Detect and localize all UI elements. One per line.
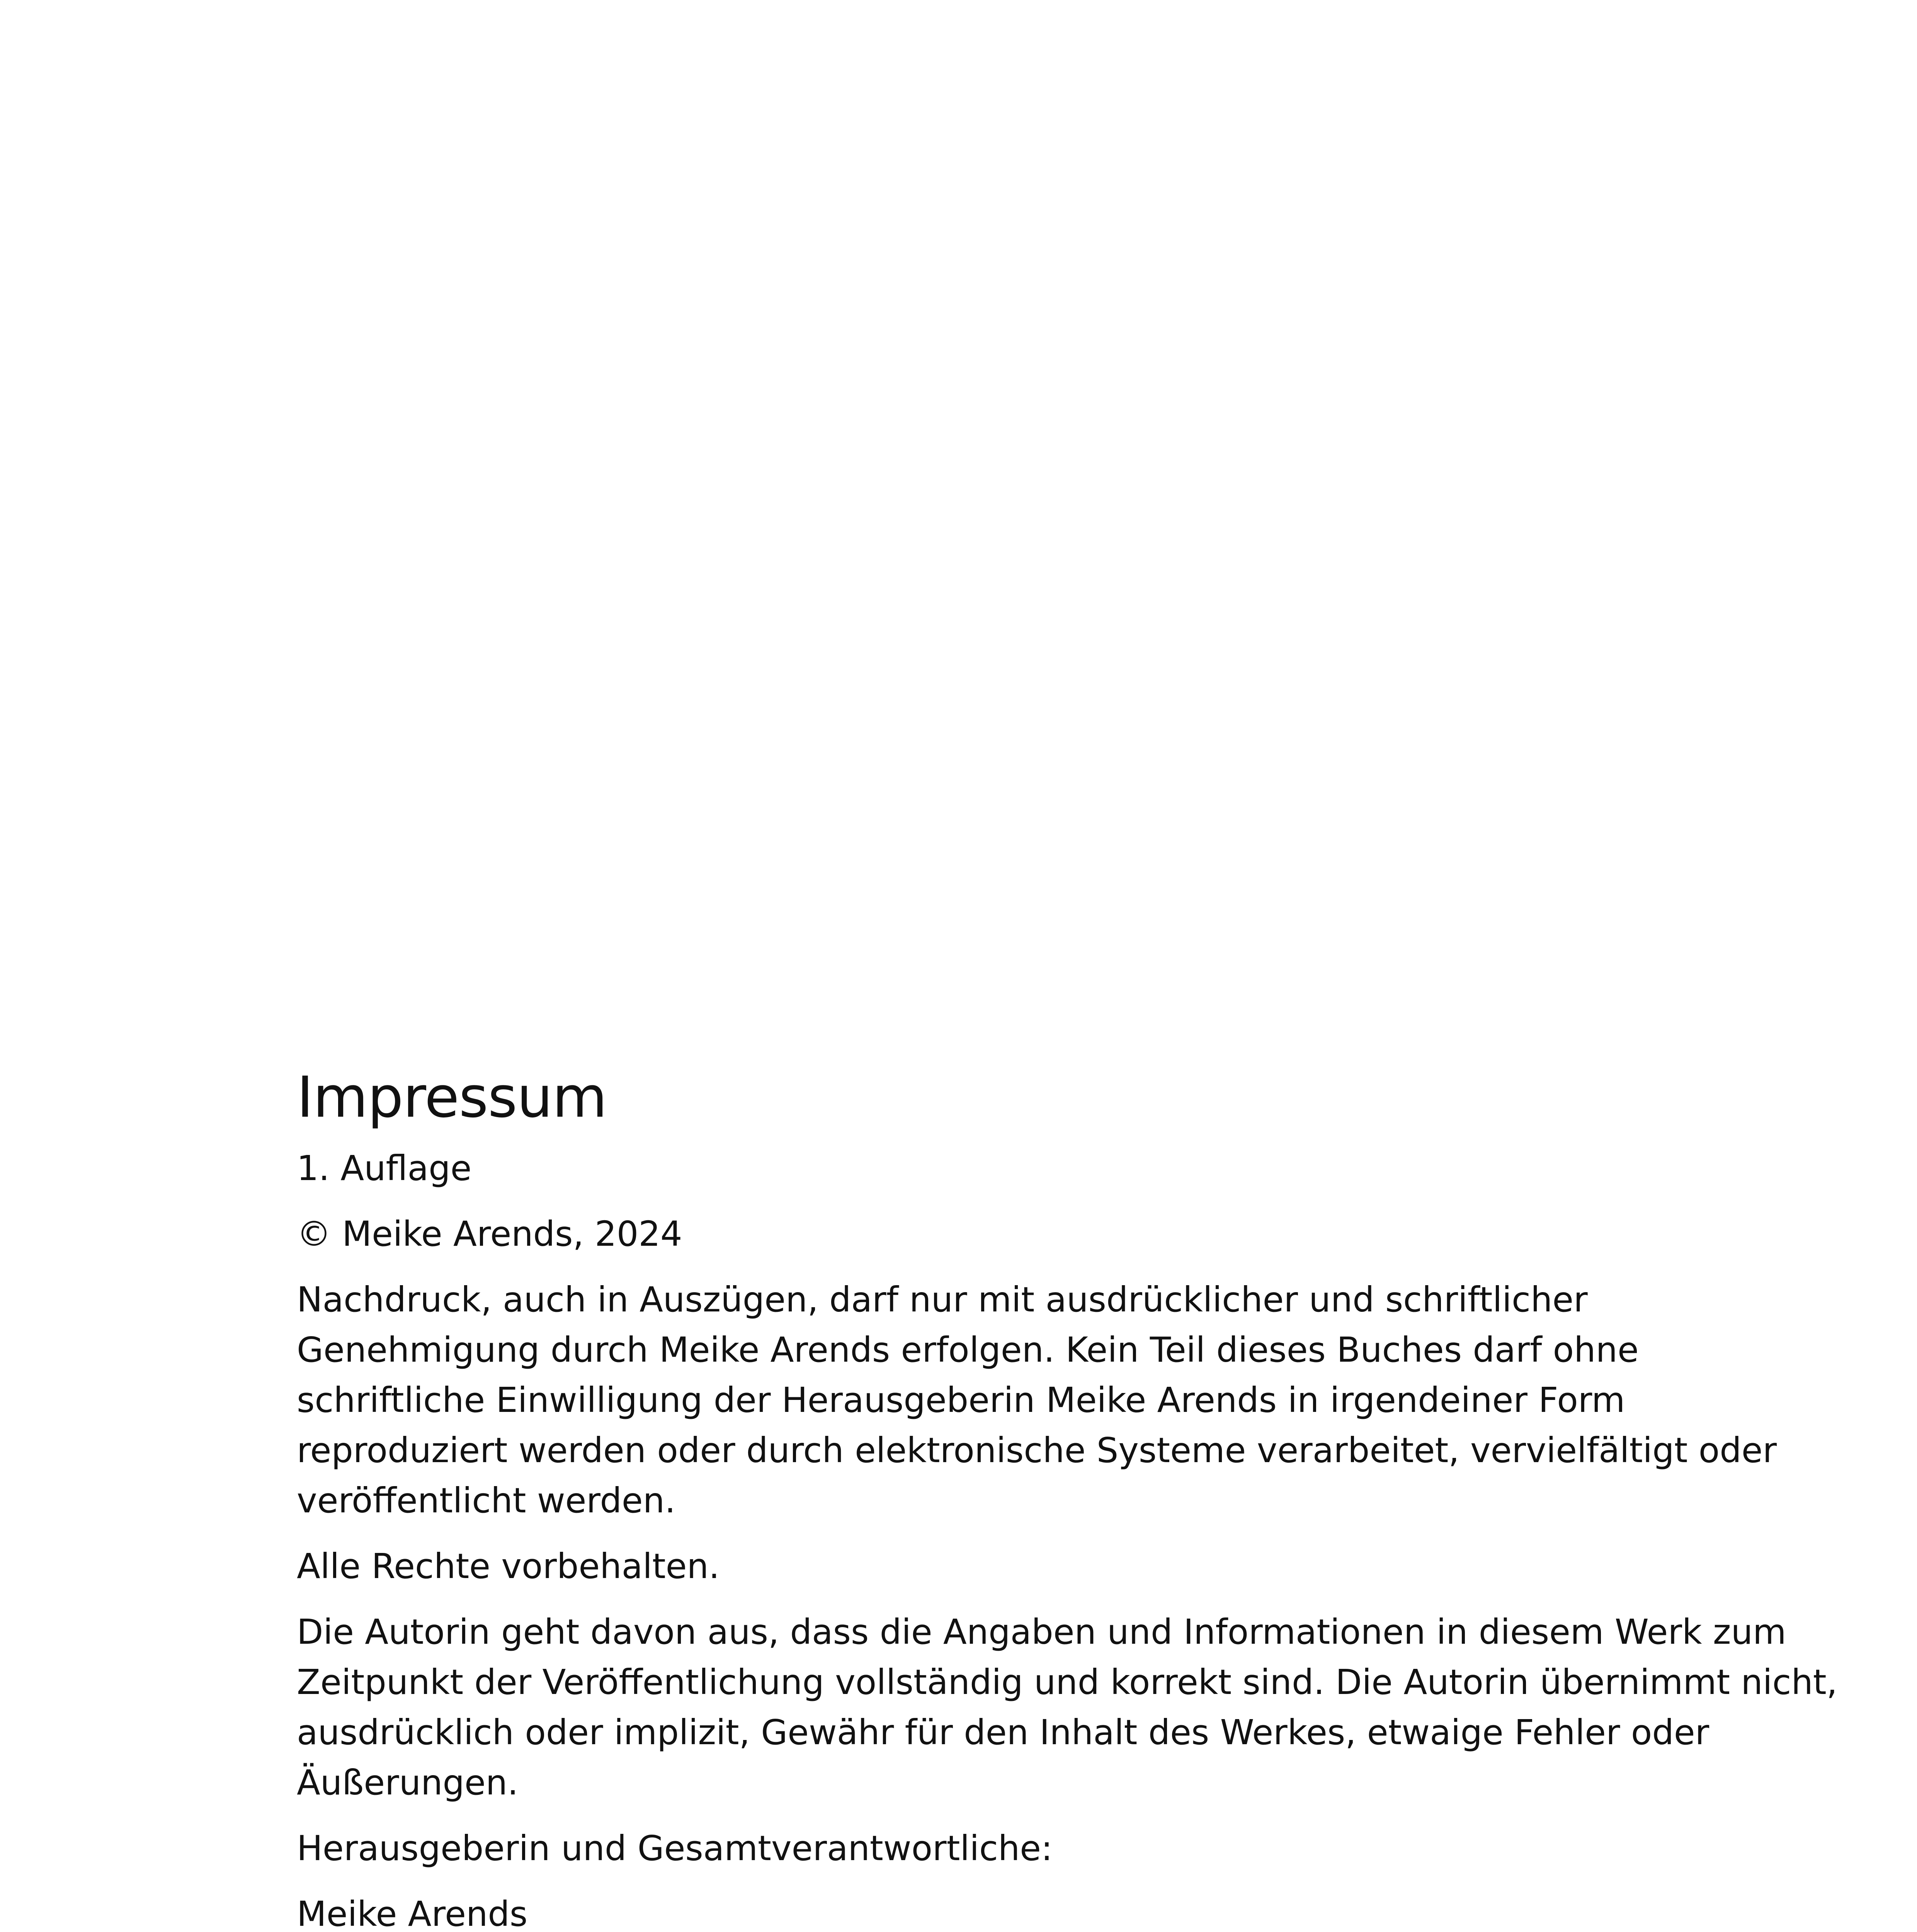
reprint-notice bbox=[297, 1274, 1777, 1526]
rights-line: Alle Rechte vorbehalten. bbox=[297, 1546, 720, 1586]
reprint-notice-line: veröffentlicht werden. bbox=[297, 1480, 676, 1520]
disclaimer-line: ausdrücklich oder implizit, Gewähr für den Inhalt des Werkes, etwaige Fehler oder bbox=[297, 1712, 1709, 1752]
reprint-notice-line: schriftliche Einwilligung der Herausgeberin Meike Arends in irgendeiner Form bbox=[297, 1380, 1625, 1420]
reprint-notice-line: Genehmigung durch Meike Arends erfolgen. Kein Teil dieses Buches darf ohne bbox=[297, 1330, 1639, 1370]
copyright-line: © Meike Arends, 2024 bbox=[297, 1214, 682, 1254]
disclaimer bbox=[297, 1607, 1838, 1808]
publisher-name: Meike Arends bbox=[297, 1894, 528, 1932]
publisher-label: Herausgeberin und Gesamtverantwortliche: bbox=[297, 1828, 1053, 1868]
disclaimer-line: Äußerungen. bbox=[297, 1762, 519, 1803]
edition-line: 1. Auflage bbox=[297, 1148, 472, 1188]
impressum-block bbox=[297, 1065, 1838, 1932]
reprint-notice-line: reproduziert werden oder durch elektronische Systeme verarbeitet, vervielfältigt oder bbox=[297, 1430, 1777, 1470]
disclaimer-line: Die Autorin geht davon aus, dass die Angaben und Informationen in diesem Werk zum bbox=[297, 1612, 1786, 1652]
disclaimer-line: Zeitpunkt der Veröffentlichung vollständig und korrekt sind. Die Autorin übernimmt nicht, bbox=[297, 1662, 1838, 1702]
reprint-notice-line: Nachdruck, auch in Auszügen, darf nur mit ausdrücklicher und schriftlicher bbox=[297, 1279, 1588, 1320]
page-title: Impressum bbox=[297, 1065, 607, 1130]
publisher-address bbox=[297, 1889, 1688, 1932]
